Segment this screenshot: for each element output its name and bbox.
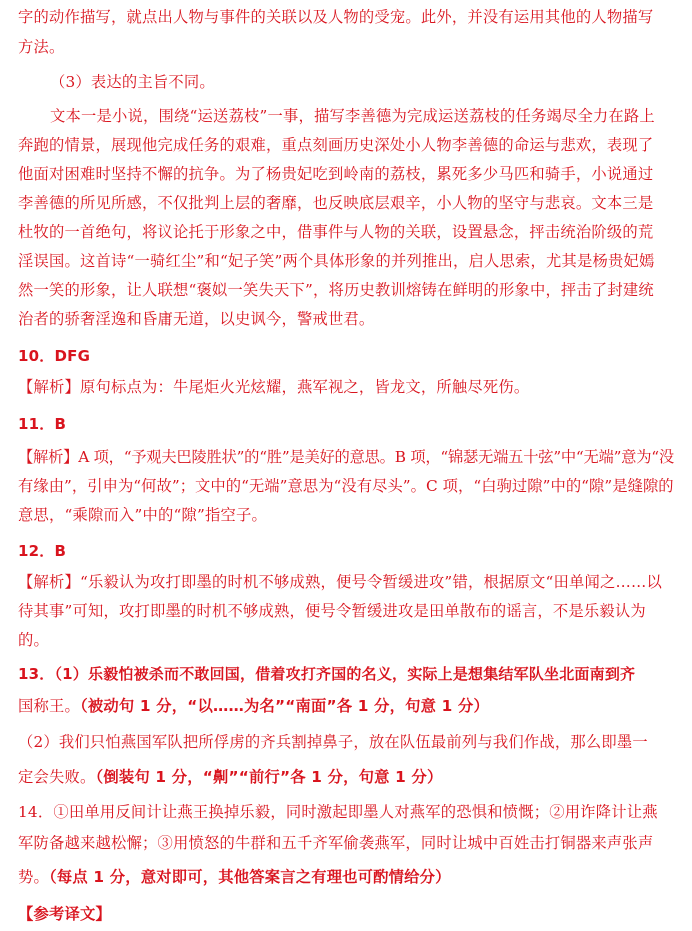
scoring-note: （倒装句 1 分，“劓”“前行”各 1 分，句意 1 分） <box>95 768 443 786</box>
answer-text: 势。 <box>18 868 49 886</box>
paragraph-line: 然一笑的形象，让人联想“褒姒一笑失天下”，将历史教训熔铸在鲜明的形象中，抨击了封建统 <box>18 281 654 299</box>
reference-translation-heading: 【参考译文】 <box>18 905 111 923</box>
answer-line: 14．①田单用反间计让燕王换掉乐毅，同时激起即墨人对燕军的恐惧和愤慨；②用诈降计让燕 <box>18 803 658 821</box>
paragraph-line: 治者的骄奢淫逸和昏庸无道，以史讽今，警戒世君。 <box>18 310 375 328</box>
paragraph-line: 淫误国。这首诗“一骑红尘”和“妃子笑”两个具体形象的并列推出，启人思索，尤其是杨贵妃嫣 <box>18 252 655 270</box>
analysis-line: 待其事”可知，攻打即墨的时机不够成熟，便号令暂缓进攻是田单散布的谣言，不是乐毅认为 <box>18 602 646 620</box>
scoring-note: （每点 1 分，意对即可，其他答案言之有理也可酌情给分） <box>49 868 451 886</box>
answer-text: 国称王。 <box>18 697 80 715</box>
analysis-line: 意思，“乘隙而入”中的“隙”指空子。 <box>18 506 268 524</box>
question-number-11: 11．B <box>18 415 67 433</box>
answer-line <box>18 695 489 717</box>
question-number-10: 10．DFG <box>18 347 91 365</box>
analysis-line: 【解析】原句标点为：牛尾炬火光炫耀，燕军视之，皆龙文，所触尽死伤。 <box>18 378 530 396</box>
scoring-note: （被动句 1 分，“以……为名”“南面”各 1 分，句意 1 分） <box>80 697 489 715</box>
paragraph-line: 方法。 <box>18 38 65 56</box>
answer-text: 13．（1）乐毅怕被杀而不敢回国，借着攻打齐国的名义，实际上是想集结军队坐北面南到齐 <box>18 665 636 683</box>
paragraph-line: 李善德的所见所感，不仅批判上层的奢靡，也反映底层艰辛，小人物的坚守与悲哀。文本三是 <box>18 194 654 212</box>
answer-text: 定会失败。 <box>18 768 96 786</box>
paragraph-line: 字的动作描写，就点出人物与事件的关联以及人物的受宠。此外，并没有运用其他的人物描写 <box>18 8 654 26</box>
answer-line <box>18 866 451 888</box>
question-number-12: 12．B <box>18 542 67 560</box>
answer-line <box>18 663 635 685</box>
paragraph-line: 奔跑的情景，展现他完成任务的艰难，重点刻画历史深处小人物李善德的命运与悲欢，表现了 <box>18 136 654 154</box>
analysis-line: 【解析】A 项，“予观夫巴陵胜状”的“胜”是美好的意思。B 项，“锦瑟无端五十弦”中“无端”意为“没 <box>18 448 674 466</box>
paragraph-line: 文本一是小说，围绕“运送荔枝”一事，描写李善德为完成运送荔枝的任务竭尽全力在路上 <box>50 107 655 125</box>
answer-line: 军防备越来越松懈；③用愤怒的牛群和五千齐军偷袭燕军，同时让城中百姓击打铜器来声张声 <box>18 834 654 852</box>
analysis-line: 的。 <box>18 631 49 649</box>
paragraph-line: 他面对困难时坚持不懈的抗争。为了杨贵妃吃到岭南的荔枝，累死多少马匹和骑手，小说通过 <box>18 165 654 183</box>
answer-line: （2）我们只怕燕国军队把所俘虏的齐兵割掉鼻子，放在队伍最前列与我们作战，那么即墨一 <box>18 733 648 751</box>
paragraph-line: 杜牧的一首绝句，将议论托于形象之中，借事件与人物的关联，设置悬念，抨击统治阶级的荒 <box>18 223 654 241</box>
answer-line <box>18 766 443 788</box>
analysis-line: 【解析】“乐毅认为攻打即墨的时机不够成熟，便号令暂缓进攻”错，根据原文“田单闻之……以 <box>18 573 662 591</box>
analysis-line: 有缘由”，引申为“何故”；文中的“无端”意思为“没有尽头”。C 项，“白驹过隙”中的“隙”是缝隙的 <box>18 477 674 495</box>
section-heading: （3）表达的主旨不同。 <box>50 73 215 91</box>
